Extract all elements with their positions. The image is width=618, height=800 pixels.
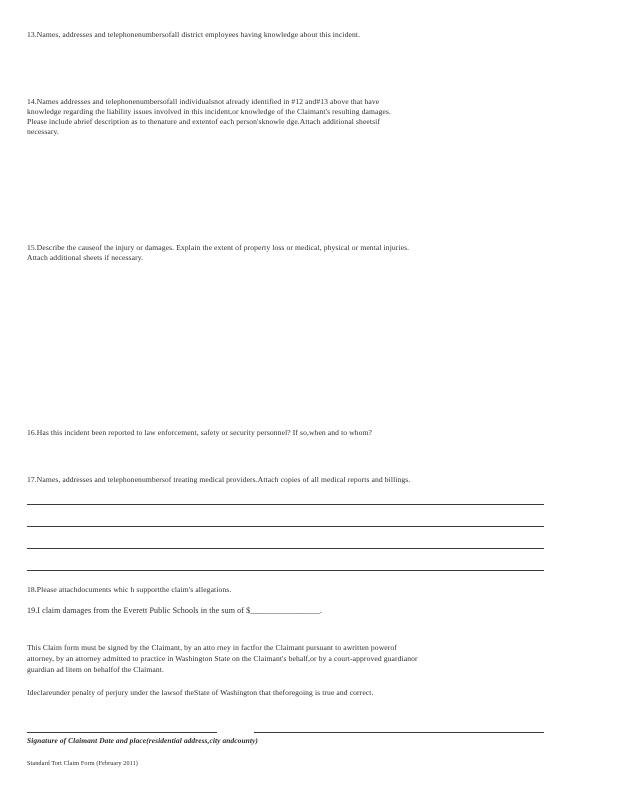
question-14-line-3: Please include abrief description as to thenature and extentof each person'sknowle dge.Attach additional sheetsif: [27, 117, 381, 126]
statement-line-3: guardian ad litem on behalfof the Claimant.: [27, 665, 164, 674]
signature-label: Signature of Claimant Date and place(residential address,city andcounty): [27, 736, 258, 745]
question-14-line-4: necessary.: [27, 127, 59, 136]
answer-line-2: [27, 526, 544, 527]
question-13: 13.Names, addresses and telephonenumbersofall district employees having knowledge about this incident.: [27, 30, 361, 39]
question-14-line-2: knowledge regarding the liability issues involved in this incident,or knowledge of the Claimant's resulting damages.: [27, 107, 391, 116]
form-footer: Standard Tort Claim Form (February 2011): [27, 760, 138, 767]
declaration: Ideclareunder penalty of perjury under the lawsof theState of Washington that theforegoing is true and correct.: [27, 688, 374, 697]
question-18: 18.Please attachdocuments whic h supportthe claim's allegations.: [27, 585, 232, 594]
question-19: 19.I claim damages from the Everett Public Schools in the sum of $_________________.: [27, 606, 323, 615]
question-17: 17.Names, addresses and telephonenumbersof treating medical providers.Attach copies of all medical reports and billings.: [27, 475, 411, 484]
statement-line-1: This Claim form must be signed by the Claimant, by an atto rney in factfor the Claimant pursuant to awritten powerof: [27, 643, 397, 652]
question-15-line-2: Attach additional sheets if necessary.: [27, 253, 144, 262]
question-15-line-1: 15.Describe the causeof the injury or damages. Explain the extent of property loss or medical, physical or mental injuries.: [27, 243, 410, 252]
signature-line: [27, 732, 217, 733]
answer-line-1: [27, 504, 544, 505]
answer-line-3: [27, 548, 544, 549]
date-place-line: [254, 732, 544, 733]
question-16: 16.Has this incident been reported to law enforcement, safety or security personnel? If so,when and to whom?: [27, 428, 373, 437]
answer-line-4: [27, 570, 544, 571]
statement-line-2: attorney, by an attorney admitted to practice in Washington State on the Claimant's behalf,or by a court-approved guardianor: [27, 654, 418, 663]
question-14-line-1: 14.Names addresses and telephonenumbersofall individualsnot already identified in #12 and#13 above that have: [27, 97, 380, 106]
